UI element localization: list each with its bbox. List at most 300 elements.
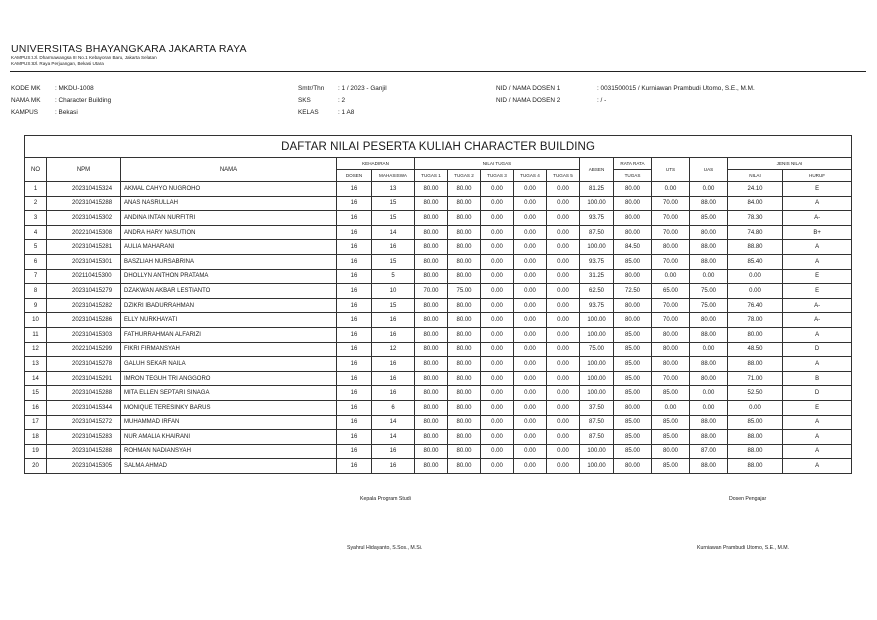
- header-tugas-1: TUGAS 1: [415, 170, 448, 182]
- row-nama-cell: DZIKRI IBADURRAHMAN: [121, 298, 337, 313]
- row-absen-cell: 100.00: [580, 327, 614, 342]
- row-nilai-cell: 0.00: [728, 400, 783, 415]
- row-uts-cell: 80.00: [652, 444, 690, 459]
- row-tugas-2-cell: 80.00: [448, 182, 481, 197]
- row-rata-rata-tugas-cell: 85.00: [614, 327, 652, 342]
- row-tugas-3-cell: 0.00: [481, 225, 514, 240]
- row-tugas-2-cell: 80.00: [448, 225, 481, 240]
- row-kehadiran-dosen-cell: 16: [337, 386, 372, 401]
- signature-right-title: Dosen Pengajar: [729, 496, 767, 502]
- row-kehadiran-dosen-cell: 16: [337, 196, 372, 211]
- row-nama-cell: BASZLIAH NURSABRINA: [121, 254, 337, 269]
- header-mahasiswa: MAHASISWA: [372, 170, 415, 182]
- meta-dosen2-value: : / -: [597, 97, 607, 104]
- row-no-cell: 4: [25, 225, 47, 240]
- signature-left-title: Kepala Program Studi: [360, 496, 411, 502]
- row-tugas-1-cell: 80.00: [415, 225, 448, 240]
- meta-kampus-value: : Bekasi: [55, 109, 78, 116]
- row-tugas-3-cell: 0.00: [481, 298, 514, 313]
- table-row: [25, 182, 852, 197]
- row-uas-cell: 0.00: [690, 182, 728, 197]
- row-npm-cell: 202310415272: [47, 415, 121, 430]
- row-nilai-cell: 0.00: [728, 284, 783, 299]
- row-rata-rata-tugas-cell: 80.00: [614, 225, 652, 240]
- row-uts-cell: 0.00: [652, 400, 690, 415]
- row-tugas-1-cell: 80.00: [415, 327, 448, 342]
- row-tugas-1-cell: 80.00: [415, 371, 448, 386]
- row-tugas-5-cell: 0.00: [547, 284, 580, 299]
- row-kehadiran-mahasiswa-cell: 10: [372, 284, 415, 299]
- row-uts-cell: 80.00: [652, 357, 690, 372]
- row-huruf-cell: A: [783, 415, 852, 430]
- table-row: [25, 327, 852, 342]
- row-kehadiran-mahasiswa-cell: 16: [372, 459, 415, 474]
- row-npm-cell: 202110415300: [47, 269, 121, 284]
- row-rata-rata-tugas-cell: 80.00: [614, 459, 652, 474]
- row-no-cell: 18: [25, 430, 47, 445]
- row-tugas-4-cell: 0.00: [514, 182, 547, 197]
- row-rata-rata-tugas-cell: 85.00: [614, 342, 652, 357]
- row-nilai-cell: 88.00: [728, 444, 783, 459]
- row-tugas-5-cell: 0.00: [547, 182, 580, 197]
- row-rata-rata-tugas-cell: 80.00: [614, 269, 652, 284]
- row-huruf-cell: A: [783, 430, 852, 445]
- row-tugas-1-cell: 80.00: [415, 298, 448, 313]
- row-tugas-1-cell: 80.00: [415, 240, 448, 255]
- row-tugas-3-cell: 0.00: [481, 459, 514, 474]
- row-kehadiran-mahasiswa-cell: 16: [372, 371, 415, 386]
- campus-2-line: [11, 61, 104, 66]
- row-nilai-cell: 0.00: [728, 269, 783, 284]
- row-tugas-1-cell: 80.00: [415, 386, 448, 401]
- row-tugas-2-cell: 75.00: [448, 284, 481, 299]
- row-kehadiran-mahasiswa-cell: 16: [372, 240, 415, 255]
- row-rata-rata-tugas-cell: 85.00: [614, 386, 652, 401]
- row-tugas-3-cell: 0.00: [481, 240, 514, 255]
- row-tugas-2-cell: 80.00: [448, 459, 481, 474]
- row-nama-cell: ROHMAN NADIANSYAH: [121, 444, 337, 459]
- row-no-cell: 15: [25, 386, 47, 401]
- row-kehadiran-mahasiswa-cell: 14: [372, 225, 415, 240]
- table-row: [25, 313, 852, 328]
- row-nama-cell: NUR AMALIA KHAIRANI: [121, 430, 337, 445]
- row-tugas-4-cell: 0.00: [514, 459, 547, 474]
- row-huruf-cell: A-: [783, 298, 852, 313]
- row-tugas-3-cell: 0.00: [481, 400, 514, 415]
- row-kehadiran-mahasiswa-cell: 15: [372, 211, 415, 226]
- row-nama-cell: ELLY NURKHAYATI: [121, 313, 337, 328]
- row-tugas-5-cell: 0.00: [547, 313, 580, 328]
- row-huruf-cell: B+: [783, 225, 852, 240]
- table-row: [25, 444, 852, 459]
- row-tugas-1-cell: 80.00: [415, 211, 448, 226]
- row-uas-cell: 75.00: [690, 284, 728, 299]
- row-npm-cell: 202310415344: [47, 400, 121, 415]
- row-npm-cell: 202310415288: [47, 196, 121, 211]
- row-uts-cell: 85.00: [652, 459, 690, 474]
- row-rata-rata-tugas-cell: 85.00: [614, 444, 652, 459]
- row-tugas-2-cell: 80.00: [448, 269, 481, 284]
- row-tugas-3-cell: 0.00: [481, 196, 514, 211]
- table-row: [25, 269, 852, 284]
- row-absen-cell: 100.00: [580, 444, 614, 459]
- row-uts-cell: 80.00: [652, 342, 690, 357]
- row-nilai-cell: 88.80: [728, 240, 783, 255]
- row-tugas-4-cell: 0.00: [514, 371, 547, 386]
- row-no-cell: 19: [25, 444, 47, 459]
- row-no-cell: 14: [25, 371, 47, 386]
- row-tugas-4-cell: 0.00: [514, 327, 547, 342]
- row-rata-rata-tugas-cell: 80.00: [614, 211, 652, 226]
- row-uas-cell: 80.00: [690, 313, 728, 328]
- row-npm-cell: 202310415282: [47, 298, 121, 313]
- header-uas: UAS: [690, 158, 728, 182]
- row-tugas-4-cell: 0.00: [514, 196, 547, 211]
- table-row: [25, 386, 852, 401]
- row-no-cell: 9: [25, 298, 47, 313]
- meta-kampus-label: KAMPUS: [11, 109, 38, 116]
- row-uas-cell: 75.00: [690, 298, 728, 313]
- row-absen-cell: 100.00: [580, 196, 614, 211]
- row-nilai-cell: 88.00: [728, 430, 783, 445]
- row-uts-cell: 0.00: [652, 269, 690, 284]
- row-tugas-2-cell: 80.00: [448, 386, 481, 401]
- row-uas-cell: 80.00: [690, 225, 728, 240]
- row-tugas-5-cell: 0.00: [547, 415, 580, 430]
- row-absen-cell: 81.25: [580, 182, 614, 197]
- row-tugas-3-cell: 0.00: [481, 254, 514, 269]
- row-tugas-3-cell: 0.00: [481, 327, 514, 342]
- row-absen-cell: 87.50: [580, 430, 614, 445]
- table-row: [25, 240, 852, 255]
- row-kehadiran-dosen-cell: 16: [337, 313, 372, 328]
- row-npm-cell: 202210415299: [47, 342, 121, 357]
- row-tugas-3-cell: 0.00: [481, 415, 514, 430]
- header-tugas: TUGAS: [614, 170, 652, 182]
- row-huruf-cell: A: [783, 459, 852, 474]
- table-row: [25, 400, 852, 415]
- signature-left-name: Syahrul Hidayanto, S.Sos., M.Si.: [347, 545, 423, 551]
- row-uas-cell: 85.00: [690, 211, 728, 226]
- meta-nama-value: : Character Building: [55, 97, 112, 104]
- row-tugas-2-cell: 80.00: [448, 444, 481, 459]
- table-row: [25, 211, 852, 226]
- header-dosen: DOSEN: [337, 170, 372, 182]
- row-huruf-cell: A: [783, 357, 852, 372]
- row-npm-cell: 202310415278: [47, 357, 121, 372]
- row-huruf-cell: A: [783, 327, 852, 342]
- row-tugas-4-cell: 0.00: [514, 415, 547, 430]
- row-npm-cell: 202310415305: [47, 459, 121, 474]
- row-huruf-cell: A-: [783, 313, 852, 328]
- row-no-cell: 8: [25, 284, 47, 299]
- row-absen-cell: 62.50: [580, 284, 614, 299]
- row-npm-cell: 202310415324: [47, 182, 121, 197]
- row-absen-cell: 93.75: [580, 254, 614, 269]
- table-row: [25, 415, 852, 430]
- row-absen-cell: 37.50: [580, 400, 614, 415]
- row-kehadiran-mahasiswa-cell: 16: [372, 386, 415, 401]
- row-absen-cell: 93.75: [580, 298, 614, 313]
- row-tugas-5-cell: 0.00: [547, 371, 580, 386]
- row-nilai-cell: 80.00: [728, 327, 783, 342]
- row-tugas-2-cell: 80.00: [448, 400, 481, 415]
- row-kehadiran-mahasiswa-cell: 5: [372, 269, 415, 284]
- row-nama-cell: AKMAL CAHYO NUGROHO: [121, 182, 337, 197]
- row-tugas-5-cell: 0.00: [547, 211, 580, 226]
- row-tugas-4-cell: 0.00: [514, 269, 547, 284]
- row-huruf-cell: D: [783, 342, 852, 357]
- row-uts-cell: 65.00: [652, 284, 690, 299]
- meta-smtr-value: : 1 / 2023 - Ganjil: [338, 85, 387, 92]
- row-no-cell: 12: [25, 342, 47, 357]
- row-tugas-4-cell: 0.00: [514, 430, 547, 445]
- row-no-cell: 16: [25, 400, 47, 415]
- row-tugas-2-cell: 80.00: [448, 196, 481, 211]
- meta-nama-label: NAMA MK: [11, 97, 41, 104]
- row-no-cell: 11: [25, 327, 47, 342]
- table-row: [25, 225, 852, 240]
- row-tugas-3-cell: 0.00: [481, 430, 514, 445]
- row-uas-cell: 88.00: [690, 240, 728, 255]
- header-jenis-nilai: JENIS NILAI: [728, 158, 852, 170]
- table-row: [25, 459, 852, 474]
- row-tugas-4-cell: 0.00: [514, 386, 547, 401]
- row-tugas-2-cell: 80.00: [448, 313, 481, 328]
- row-tugas-2-cell: 80.00: [448, 342, 481, 357]
- table-row: [25, 254, 852, 269]
- row-uts-cell: 85.00: [652, 415, 690, 430]
- row-tugas-3-cell: 0.00: [481, 313, 514, 328]
- row-kehadiran-mahasiswa-cell: 14: [372, 430, 415, 445]
- row-huruf-cell: A: [783, 254, 852, 269]
- row-uts-cell: 70.00: [652, 225, 690, 240]
- row-no-cell: 2: [25, 196, 47, 211]
- row-uas-cell: 0.00: [690, 342, 728, 357]
- row-uas-cell: 87.00: [690, 444, 728, 459]
- row-nama-cell: SALMA AHMAD: [121, 459, 337, 474]
- row-huruf-cell: E: [783, 182, 852, 197]
- row-tugas-1-cell: 80.00: [415, 430, 448, 445]
- row-absen-cell: 87.50: [580, 225, 614, 240]
- row-uas-cell: 0.00: [690, 386, 728, 401]
- row-tugas-4-cell: 0.00: [514, 240, 547, 255]
- row-nama-cell: IMRON TEGUH TRI ANGGORO: [121, 371, 337, 386]
- row-kehadiran-dosen-cell: 16: [337, 254, 372, 269]
- row-uts-cell: 80.00: [652, 327, 690, 342]
- signature-right-name: Kurniawan Prambudi Utomo, S.E., M.M.: [697, 545, 789, 551]
- row-absen-cell: 87.50: [580, 415, 614, 430]
- table-row: [25, 284, 852, 299]
- meta-kelas-value: : 1 A8: [338, 109, 355, 116]
- row-tugas-3-cell: 0.00: [481, 284, 514, 299]
- row-kehadiran-mahasiswa-cell: 16: [372, 313, 415, 328]
- grades-table: [24, 135, 852, 474]
- row-huruf-cell: E: [783, 284, 852, 299]
- row-npm-cell: 202310415281: [47, 240, 121, 255]
- header-huruf: HURUF: [783, 170, 852, 182]
- header-tugas-4: TUGAS 4: [514, 170, 547, 182]
- row-npm-cell: 202310415279: [47, 284, 121, 299]
- row-tugas-5-cell: 0.00: [547, 357, 580, 372]
- row-tugas-4-cell: 0.00: [514, 284, 547, 299]
- header-absen: ABSEN: [580, 158, 614, 182]
- row-tugas-5-cell: 0.00: [547, 400, 580, 415]
- row-nama-cell: ANDINA INTAN NURFITRI: [121, 211, 337, 226]
- table-title: DAFTAR NILAI PESERTA KULIAH CHARACTER BUILDING: [25, 136, 852, 158]
- row-kehadiran-dosen-cell: 16: [337, 211, 372, 226]
- row-tugas-1-cell: 80.00: [415, 254, 448, 269]
- row-rata-rata-tugas-cell: 84.50: [614, 240, 652, 255]
- row-kehadiran-dosen-cell: 16: [337, 284, 372, 299]
- row-kehadiran-dosen-cell: 16: [337, 225, 372, 240]
- table-row: [25, 430, 852, 445]
- row-npm-cell: 202310415301: [47, 254, 121, 269]
- row-tugas-3-cell: 0.00: [481, 269, 514, 284]
- row-uas-cell: 88.00: [690, 196, 728, 211]
- row-nama-cell: MUHAMMAD IRFAN: [121, 415, 337, 430]
- row-uts-cell: 80.00: [652, 240, 690, 255]
- header-divider: [10, 71, 866, 72]
- row-tugas-3-cell: 0.00: [481, 357, 514, 372]
- row-nilai-cell: 84.00: [728, 196, 783, 211]
- meta-kode-label: KODE MK: [11, 85, 41, 92]
- header-tugas-5: TUGAS 5: [547, 170, 580, 182]
- row-tugas-5-cell: 0.00: [547, 269, 580, 284]
- row-tugas-4-cell: 0.00: [514, 225, 547, 240]
- campus-2-label: KAMPUS II: [11, 61, 35, 66]
- row-nilai-cell: 78.30: [728, 211, 783, 226]
- row-absen-cell: 100.00: [580, 386, 614, 401]
- row-kehadiran-dosen-cell: 16: [337, 327, 372, 342]
- row-rata-rata-tugas-cell: 80.00: [614, 182, 652, 197]
- row-uas-cell: 88.00: [690, 415, 728, 430]
- meta-kode-value: : MKDU-1008: [55, 85, 94, 92]
- row-nilai-cell: 48.50: [728, 342, 783, 357]
- header-tugas-2: TUGAS 2: [448, 170, 481, 182]
- row-kehadiran-dosen-cell: 16: [337, 269, 372, 284]
- table-row: [25, 342, 852, 357]
- row-tugas-3-cell: 0.00: [481, 444, 514, 459]
- row-nilai-cell: 52.50: [728, 386, 783, 401]
- row-uts-cell: 85.00: [652, 386, 690, 401]
- row-nilai-cell: 88.00: [728, 459, 783, 474]
- row-kehadiran-dosen-cell: 16: [337, 430, 372, 445]
- row-tugas-3-cell: 0.00: [481, 211, 514, 226]
- row-no-cell: 1: [25, 182, 47, 197]
- row-nama-cell: FIKRI FIRMANSYAH: [121, 342, 337, 357]
- row-no-cell: 3: [25, 211, 47, 226]
- row-rata-rata-tugas-cell: 80.00: [614, 196, 652, 211]
- row-npm-cell: 202310415283: [47, 430, 121, 445]
- row-nilai-cell: 76.40: [728, 298, 783, 313]
- row-tugas-1-cell: 80.00: [415, 313, 448, 328]
- row-huruf-cell: E: [783, 400, 852, 415]
- row-uts-cell: 70.00: [652, 313, 690, 328]
- row-rata-rata-tugas-cell: 80.00: [614, 313, 652, 328]
- row-huruf-cell: A-: [783, 211, 852, 226]
- row-uts-cell: 85.00: [652, 430, 690, 445]
- row-rata-rata-tugas-cell: 80.00: [614, 298, 652, 313]
- header-nilai: NILAI: [728, 170, 783, 182]
- campus-1-address: : Jl. Dharmawangsa III No.1 Kebayoran Baru, Jakarta Selatan: [31, 55, 157, 60]
- row-tugas-5-cell: 0.00: [547, 240, 580, 255]
- row-tugas-2-cell: 80.00: [448, 240, 481, 255]
- row-absen-cell: 100.00: [580, 313, 614, 328]
- row-nilai-cell: 78.00: [728, 313, 783, 328]
- row-tugas-1-cell: 80.00: [415, 444, 448, 459]
- row-nama-cell: ANDRA HARY NASUTION: [121, 225, 337, 240]
- row-npm-cell: 202310415286: [47, 313, 121, 328]
- header-npm: NPM: [47, 158, 121, 182]
- row-tugas-5-cell: 0.00: [547, 430, 580, 445]
- row-tugas-5-cell: 0.00: [547, 327, 580, 342]
- row-uas-cell: 88.00: [690, 254, 728, 269]
- row-kehadiran-mahasiswa-cell: 15: [372, 298, 415, 313]
- row-tugas-1-cell: 80.00: [415, 400, 448, 415]
- row-tugas-5-cell: 0.00: [547, 298, 580, 313]
- row-uas-cell: 88.00: [690, 357, 728, 372]
- row-nama-cell: DZAKWAN AKBAR LESTIANTO: [121, 284, 337, 299]
- header-kehadiran: KEHADIRAN: [337, 158, 415, 170]
- row-tugas-4-cell: 0.00: [514, 211, 547, 226]
- row-absen-cell: 75.00: [580, 342, 614, 357]
- row-npm-cell: 202310415288: [47, 386, 121, 401]
- row-npm-cell: 202210415308: [47, 225, 121, 240]
- row-nama-cell: DHOLLYN ANTHON PRATAMA: [121, 269, 337, 284]
- campus-2-address: : Jl. Raya Perjuangan, Bekasi Utara: [31, 61, 104, 66]
- row-kehadiran-dosen-cell: 16: [337, 240, 372, 255]
- row-huruf-cell: A: [783, 240, 852, 255]
- row-tugas-4-cell: 0.00: [514, 313, 547, 328]
- row-tugas-2-cell: 80.00: [448, 254, 481, 269]
- row-kehadiran-mahasiswa-cell: 16: [372, 444, 415, 459]
- row-npm-cell: 202310415302: [47, 211, 121, 226]
- row-no-cell: 13: [25, 357, 47, 372]
- row-tugas-4-cell: 0.00: [514, 298, 547, 313]
- row-rata-rata-tugas-cell: 72.50: [614, 284, 652, 299]
- row-no-cell: 7: [25, 269, 47, 284]
- row-tugas-5-cell: 0.00: [547, 342, 580, 357]
- meta-dosen2-label: NID / NAMA DOSEN 2: [496, 97, 561, 104]
- meta-dosen1-value: : 0031500015 / Kurniawan Prambudi Utomo, S.E., M.M.: [597, 85, 755, 92]
- row-kehadiran-mahasiswa-cell: 13: [372, 182, 415, 197]
- row-tugas-5-cell: 0.00: [547, 459, 580, 474]
- row-uts-cell: 70.00: [652, 371, 690, 386]
- meta-sks-label: SKS: [298, 97, 311, 104]
- row-tugas-3-cell: 0.00: [481, 342, 514, 357]
- row-uts-cell: 0.00: [652, 182, 690, 197]
- row-uts-cell: 70.00: [652, 254, 690, 269]
- row-rata-rata-tugas-cell: 85.00: [614, 371, 652, 386]
- row-kehadiran-dosen-cell: 16: [337, 371, 372, 386]
- meta-sks-value: : 2: [338, 97, 346, 104]
- row-huruf-cell: D: [783, 386, 852, 401]
- table-row: [25, 298, 852, 313]
- row-tugas-1-cell: 80.00: [415, 357, 448, 372]
- row-tugas-1-cell: 80.00: [415, 459, 448, 474]
- row-tugas-2-cell: 80.00: [448, 298, 481, 313]
- row-tugas-5-cell: 0.00: [547, 386, 580, 401]
- row-nama-cell: MITA ELLEN SEPTARI SINAGA: [121, 386, 337, 401]
- row-uts-cell: 70.00: [652, 196, 690, 211]
- campus-1-line: [11, 55, 157, 60]
- row-tugas-4-cell: 0.00: [514, 342, 547, 357]
- row-uas-cell: 88.00: [690, 327, 728, 342]
- row-nilai-cell: 24.10: [728, 182, 783, 197]
- row-tugas-2-cell: 80.00: [448, 211, 481, 226]
- row-no-cell: 10: [25, 313, 47, 328]
